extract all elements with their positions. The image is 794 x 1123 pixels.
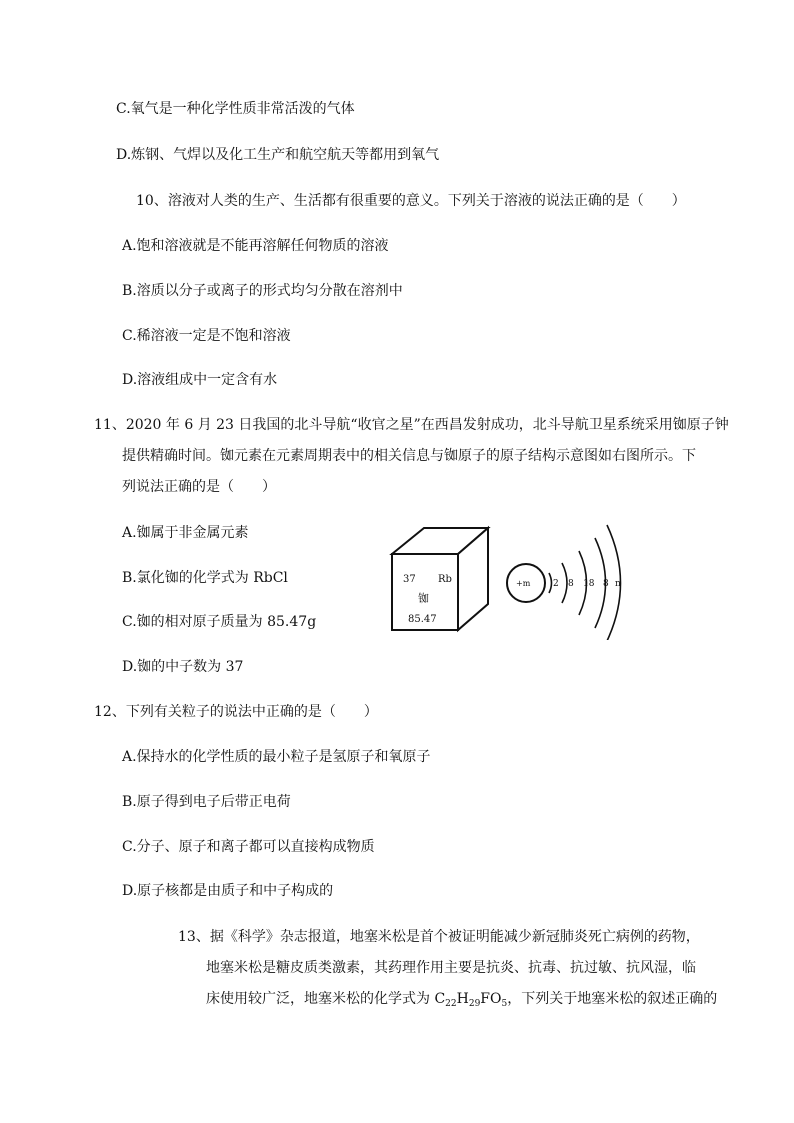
formula-h: H xyxy=(456,991,469,1007)
q9-option-d: D.炼钢、气焊以及化工生产和航空航天等都用到氧气 xyxy=(116,147,440,163)
q13-text-a: 床使用较广泛，地塞米松的化学式为 C xyxy=(206,991,446,1007)
atomic-number: 37 xyxy=(403,574,416,585)
q12-option-d: D.原子核都是由质子和中子构成的 xyxy=(122,883,334,899)
shell-electrons-1: 2 xyxy=(553,579,559,589)
q11-option-d: D.铷的中子数为 37 xyxy=(122,659,244,675)
q10-option-c: C.稀溶液一定是不饱和溶液 xyxy=(122,328,291,344)
q10-option-d: D.溶液组成中一定含有水 xyxy=(122,372,278,388)
q12-option-c: C.分子、原子和离子都可以直接构成物质 xyxy=(122,839,375,855)
shell-electrons-3: 18 xyxy=(583,579,595,589)
formula-fo: FO xyxy=(480,991,502,1007)
q11-option-a: A.铷属于非金属元素 xyxy=(122,525,249,541)
element-symbol: Rb xyxy=(438,574,452,585)
element-name: 铷 xyxy=(418,592,429,605)
atom-structure xyxy=(507,525,621,640)
formula-subscript-o: 5 xyxy=(501,999,508,1009)
q13-stem-line2: 地塞米松是糖皮质类激素，其药理作用主要是抗炎、抗毒、抗过敏、抗风湿，临 xyxy=(206,960,696,976)
electron-shell-2 xyxy=(562,563,567,603)
q13-stem-line3 xyxy=(206,989,717,1014)
q10-option-a: A.饱和溶液就是不能再溶解任何物质的溶液 xyxy=(122,238,389,254)
q11-option-c: C.铷的相对原子质量为 85.47g xyxy=(122,614,317,630)
electron-shell-1 xyxy=(549,573,552,593)
q13-stem-line1: 13、据《科学》杂志报道，地塞米松是首个被证明能减少新冠肺炎死亡病例的药物， xyxy=(178,929,700,945)
atomic-mass: 85.47 xyxy=(408,614,437,625)
formula-subscript-h: 29 xyxy=(468,999,481,1009)
q13-text-b: ，下列关于地塞米松的叙述正确的 xyxy=(507,991,718,1007)
element-box xyxy=(392,528,488,630)
q12-stem: 12、下列有关粒子的说法中正确的是（ ） xyxy=(94,704,378,720)
nucleus-charge: +m xyxy=(516,579,531,588)
q12-option-b: B.原子得到电子后带正电荷 xyxy=(122,794,291,810)
q11-stem-line2: 提供精确时间。铷元素在元素周期表中的相关信息与铷原子的原子结构示意图如右图所示。下 xyxy=(122,448,696,464)
shell-electrons-2: 8 xyxy=(568,579,574,589)
shell-electrons-4: 8 xyxy=(603,579,609,589)
q10-stem: 10、溶液对人类的生产、生活都有很重要的意义。下列关于溶液的说法正确的是（ ） xyxy=(136,193,686,209)
q10-option-b: B.溶质以分子或离子的形式均匀分散在溶剂中 xyxy=(122,283,403,299)
q12-option-a: A.保持水的化学性质的最小粒子是氢原子和氧原子 xyxy=(122,749,431,765)
shell-electrons-5: n xyxy=(615,579,621,589)
q11-stem-line3: 列说法正确的是（ ） xyxy=(122,479,276,495)
q9-option-c: C.氧气是一种化学性质非常活泼的气体 xyxy=(116,101,355,117)
q11-stem-line1: 11、2020 年 6 月 23 日我国的北斗导航“收官之星”在西昌发射成功，北斗导航卫星系统采用铷原子钟 xyxy=(94,417,729,433)
rubidium-figure xyxy=(388,520,638,640)
formula-subscript-c: 22 xyxy=(445,999,457,1009)
q11-option-b: B.氯化铷的化学式为 RbCl xyxy=(122,570,288,586)
